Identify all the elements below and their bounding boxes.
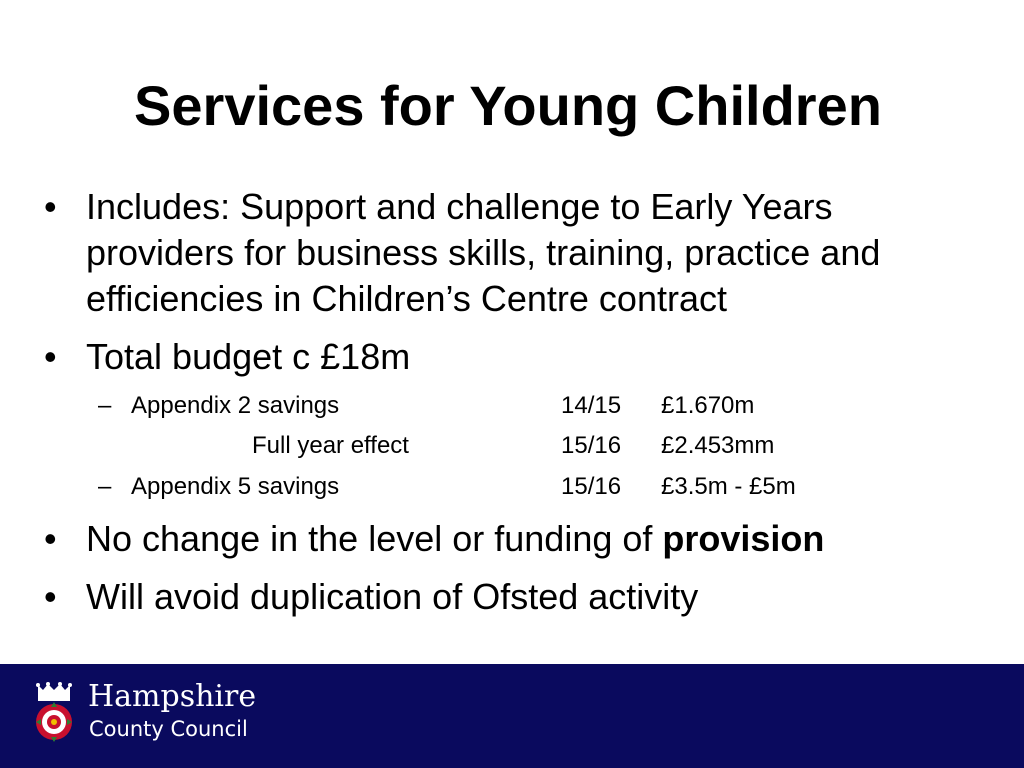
bullet-text-plain: No change in the level or funding of — [86, 518, 663, 559]
bullet-marker: • — [44, 576, 57, 617]
savings-amount: £3.5m - £5m — [661, 473, 796, 500]
savings-amount: £2.453mm — [661, 432, 775, 459]
bullet-item-total-budget — [40, 334, 990, 380]
savings-year: 15/16 — [561, 473, 622, 500]
sub-bullet-marker: – — [98, 473, 112, 500]
bullet-text: Total budget c £18m — [86, 336, 411, 377]
bullet-item-no-change — [40, 516, 990, 562]
bullet-text: Will avoid duplication of Ofsted activity — [86, 576, 699, 617]
hampshire-crest-icon — [32, 682, 76, 744]
savings-amount: £1.670m — [661, 392, 755, 419]
bullet-item-ofsted — [40, 574, 990, 620]
brand-subtitle: County Council — [89, 717, 248, 741]
savings-row-appendix-2 — [0, 389, 1024, 423]
bullet-marker: • — [44, 336, 57, 377]
slide-title: Services for Young Children — [134, 74, 882, 137]
savings-label: Appendix 5 savings — [131, 473, 340, 500]
savings-row-appendix-5 — [0, 470, 1024, 504]
bullet-text: Includes: Support and challenge to Early Years providers for business skills, training, practice and efficiencies in Children’s Centre contract — [86, 186, 881, 319]
brand-name: Hampshire — [88, 679, 257, 714]
savings-label: Appendix 2 savings — [131, 392, 340, 419]
sub-bullet-marker: – — [98, 392, 112, 419]
savings-year: 15/16 — [561, 432, 622, 459]
bullet-marker: • — [44, 518, 57, 559]
bullet-marker: • — [44, 186, 57, 227]
savings-label: Full year effect — [252, 432, 409, 459]
bullet-text — [86, 516, 986, 562]
savings-row-full-year-effect — [0, 429, 1024, 463]
footer-bar — [0, 664, 1024, 768]
savings-year: 14/15 — [561, 392, 622, 419]
bullet-item-includes — [40, 184, 990, 324]
bullet-text-bold: provision — [662, 518, 825, 559]
